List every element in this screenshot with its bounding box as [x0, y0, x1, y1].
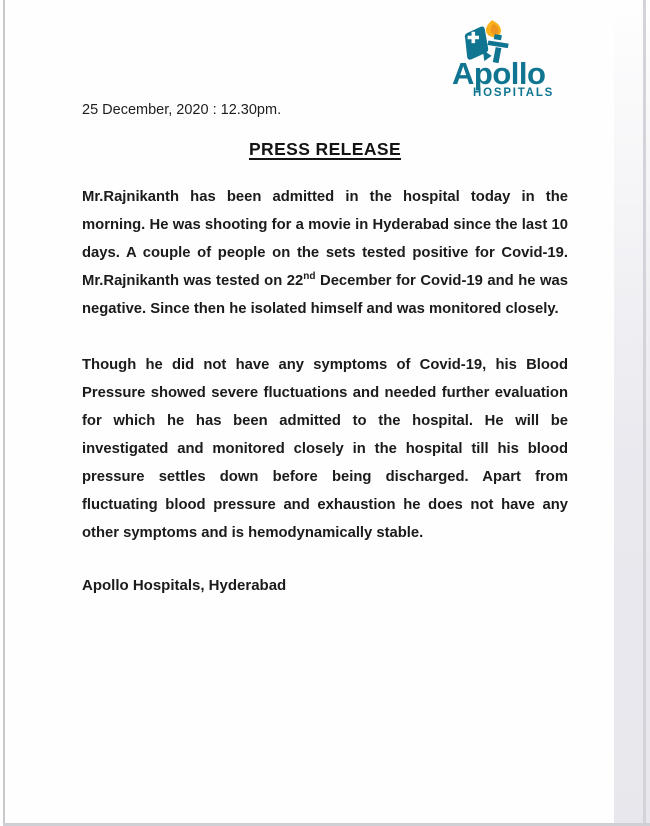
page-edge-left [3, 0, 5, 826]
paragraph-2: Though he did not have any symptoms of Covid-19, his Blood Pressure showed severe fluctuations and needed further evaluation for which he has been admitted to the hospital. He will be investigated and monitored closely in the hospital till his blood pressure settles down before being discharged. Apart from fluctuating blood pressure and exhaustion he does not have any other symptoms and is hemodynamically stable. [82, 357, 568, 541]
paragraph-1-text: Mr.Rajnikanth has been admitted in the hospital today in the morning. He was shooting for a movie in Hyderabad since the last 10 days. A couple of people on the sets tested positive for Covid-19. Mr.Rajnikanth was tested on 22 [82, 189, 568, 289]
date-line: 25 December, 2020 : 12.30pm. [82, 102, 282, 118]
logo-subtitle-text: HOSPITALS [473, 87, 555, 99]
page-edge-right [643, 0, 646, 826]
paragraph-1-text-cont: December for Covid-19 and he was negative. Since then he isolated himself and was monitored closely. [82, 273, 568, 317]
ordinal-superscript: nd [303, 271, 316, 283]
logo-brand-text: Apollo [452, 56, 546, 91]
signature-line: Apollo Hospitals, Hyderabad [82, 577, 287, 594]
apollo-logo [452, 20, 564, 99]
press-release-title: PRESS RELEASE [248, 139, 402, 159]
paragraph-1 [82, 183, 568, 323]
